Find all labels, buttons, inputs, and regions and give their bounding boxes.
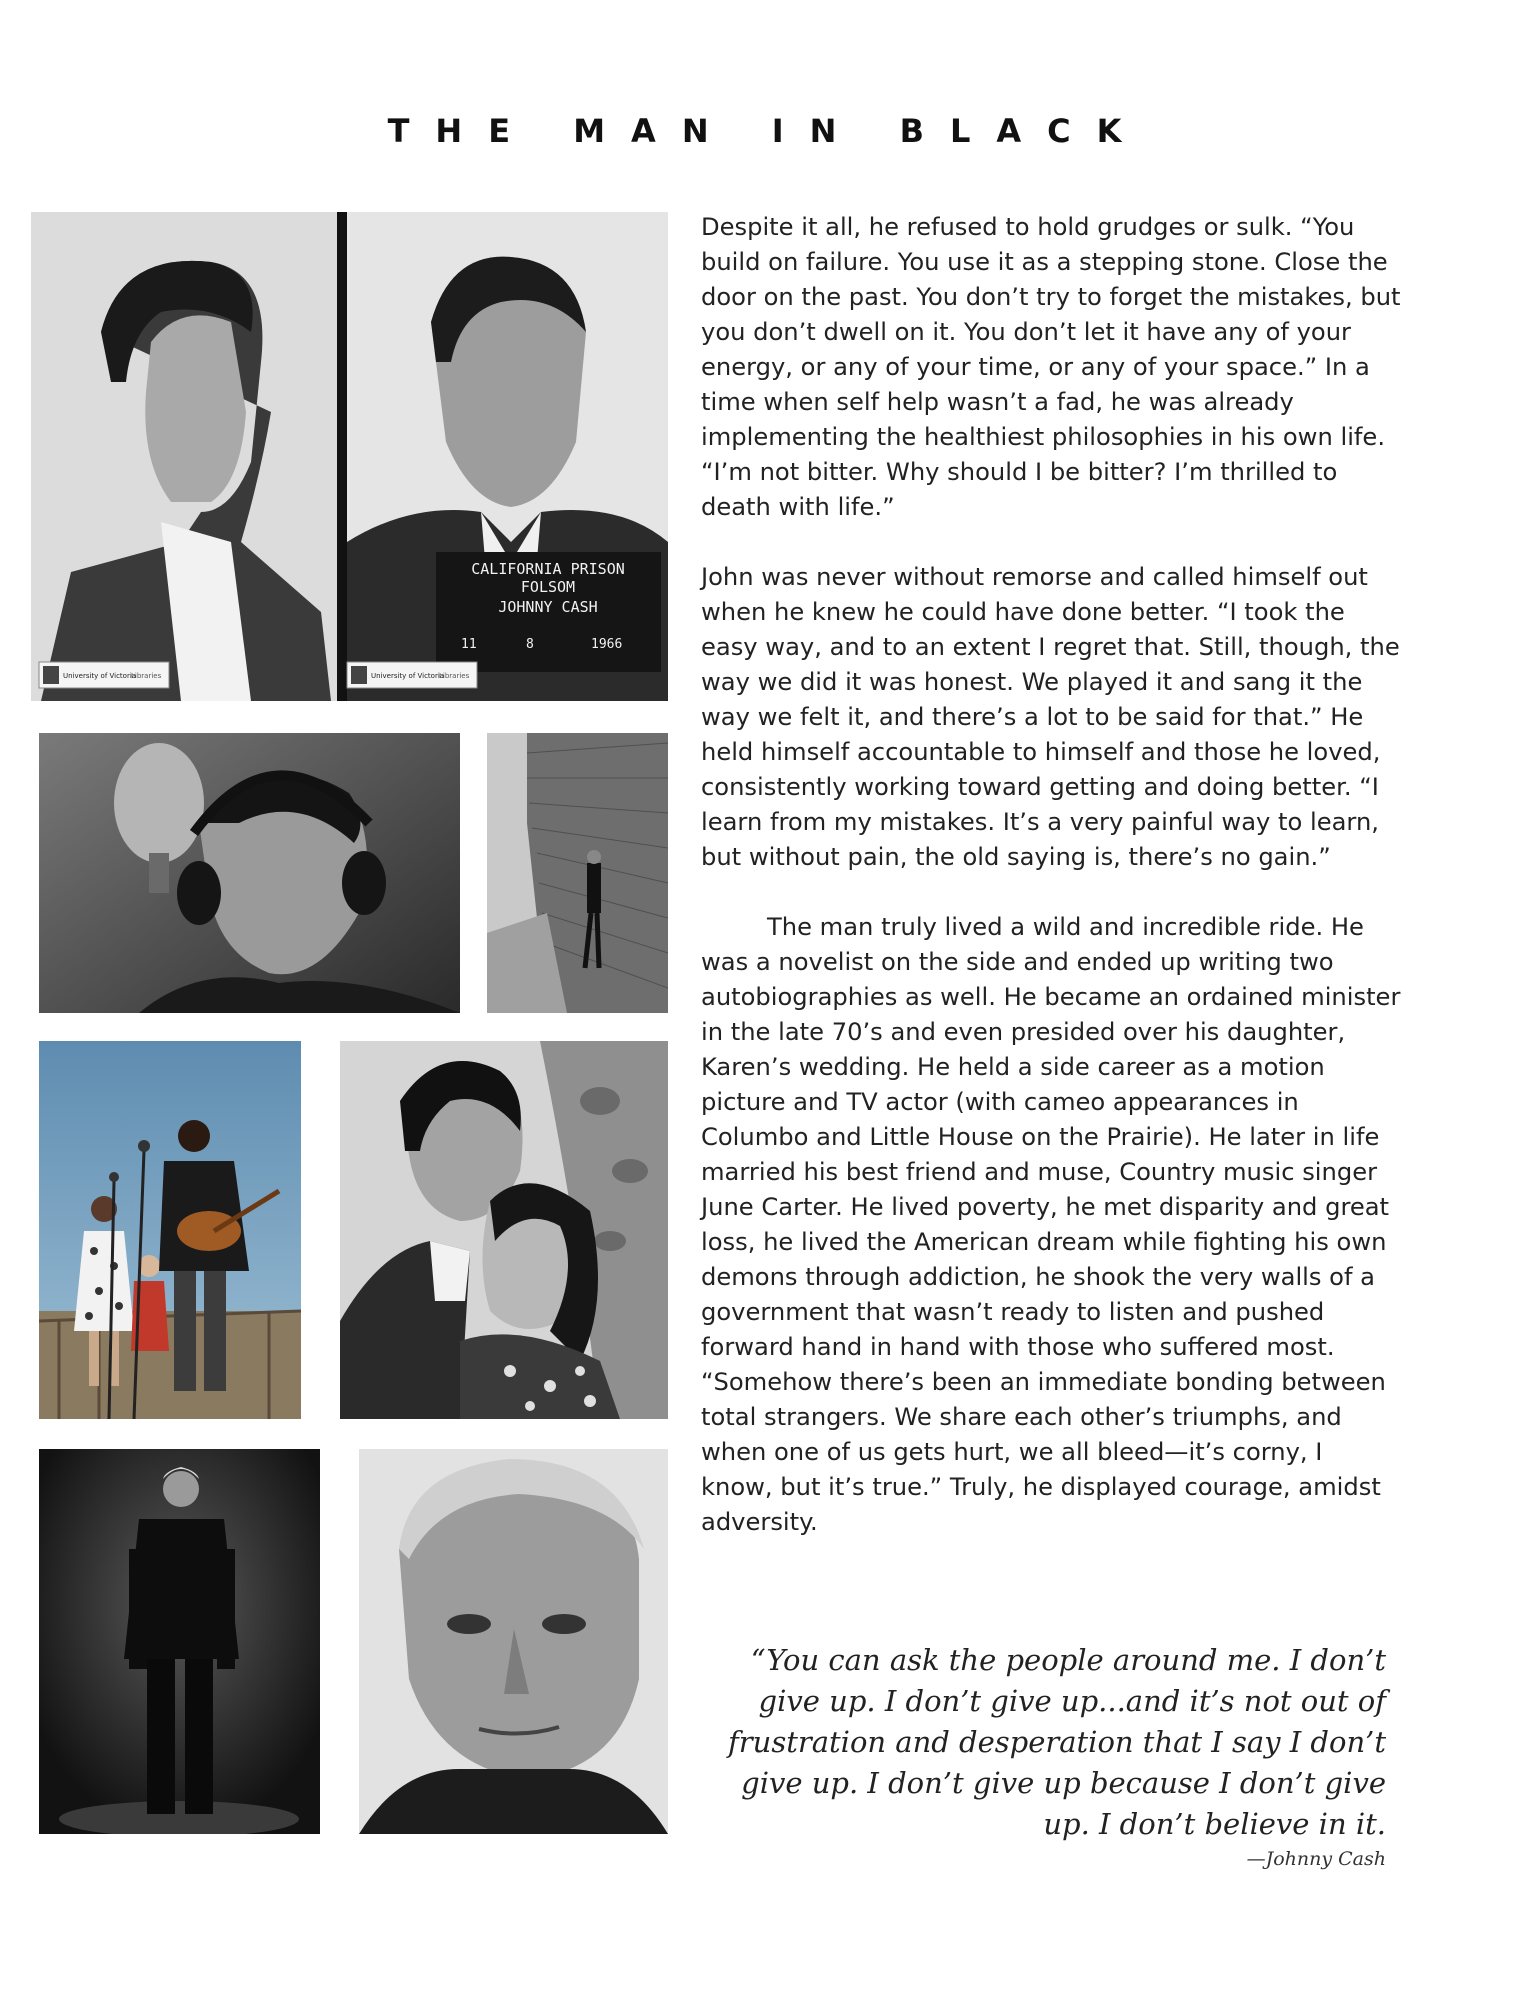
- pull-quote: “You can ask the people around me. I don’t give up. I don’t give up...and it’s not out of frustration and desperation that I say I don’t give up. I don’t give up because I don’t give up. I don’t believe in it.: [728, 1643, 1386, 1841]
- standing-portrait-photo: [39, 1449, 320, 1834]
- placard-num2: 8: [526, 637, 534, 652]
- university-logo-left: [39, 662, 169, 688]
- article-paragraph-3: The man truly lived a wild and incredible ride. He was a novelist on the side and ended up writing two autobiographies as well. He became an ordained minister in the late 70’s and even presided over his daughter, Karen’s wedding. He held a side career as a motion picture and TV actor (with cameo appearances in Columbo and Little House on the Prairie). He later in life married his best friend and muse, Country music singer June Carter. He lived poverty, he met disparity and great loss, he lived the American dream while fighting his own demons through addiction, he shook the very walls of a government that wasn’t ready to listen and pushed forward hand in hand with those who suffered most. “Somehow there’s been an immediate bonding between total strangers. We share each other’s triumphs, and when one of us gets hurt, we all bleed—it’s corny, I know, but it’s true.” Truly, he displayed courage, amidst adversity.: [701, 913, 1401, 1536]
- svg-text:Libraries: Libraries: [131, 672, 162, 680]
- svg-text:University of Victoria: University of Victoria: [371, 672, 445, 680]
- placard-num3: 1966: [591, 637, 623, 652]
- placard-line2: FOLSOM: [520, 578, 576, 596]
- closeup-portrait-photo: [359, 1449, 668, 1834]
- studio-headphones-photo: [39, 733, 460, 1013]
- page-title: THE MAN IN BLACK: [387, 112, 1148, 150]
- prison-wall-photo: [487, 733, 668, 1013]
- quote-attribution: —Johnny Cash: [1246, 1848, 1386, 1870]
- placard-line3: JOHNNY CASH: [498, 598, 598, 616]
- svg-text:University of Victoria: University of Victoria: [63, 672, 137, 680]
- placard-num1: 11: [461, 637, 477, 652]
- svg-text:Libraries: Libraries: [439, 672, 470, 680]
- concert-color-photo: [39, 1041, 301, 1419]
- placard-line1: CALIFORNIA PRISON: [471, 560, 625, 578]
- university-logo-right: [347, 662, 477, 688]
- article-paragraph-1: Despite it all, he refused to hold grudges or sulk. “You build on failure. You use it as a stepping stone. Close the door on the past. You don’t try to forget the mistakes, but you don’t dwell on it. You don’t let it have any of your energy, or any of your time, or any of your space.” In a time when self help wasn’t a fad, he was already implementing the healthiest philosophies in his own life. “I’m not bitter. Why should I be bitter? I’m thrilled to death with life.”: [701, 213, 1401, 521]
- article-paragraph-2: John was never without remorse and called himself out when he knew he could have done better. “I took the easy way, and to an extent I regret that. Still, though, the way we did it was honest. We played it and sang it the way we felt it, and there’s a lot to be said for that.” He held himself accountable to himself and those he loved, consistently working toward getting and doing better. “I learn from my mistakes. It’s a very painful way to learn, but without pain, the old saying is, there’s no gain.”: [701, 563, 1400, 871]
- article-body: [701, 210, 1401, 1575]
- johnny-june-photo: [340, 1041, 668, 1419]
- mugshot-photo: [31, 212, 668, 701]
